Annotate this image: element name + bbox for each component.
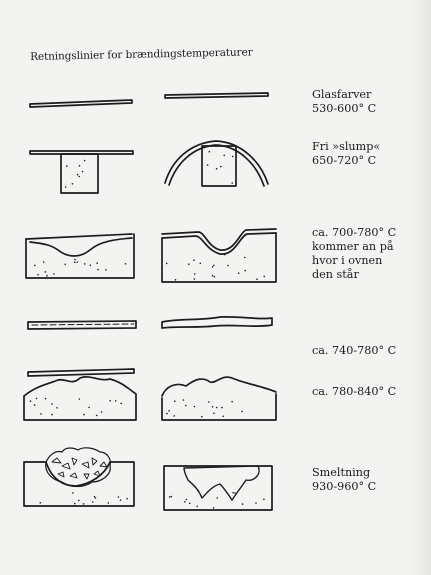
stipple-dot — [84, 263, 86, 265]
stipple-dot — [224, 254, 226, 256]
stipple-dot — [74, 259, 76, 261]
stipple-dot — [51, 414, 53, 416]
stipple-dot — [88, 407, 90, 409]
stipple-dot — [83, 503, 85, 505]
stipple-dot — [56, 407, 58, 409]
stipple-dot — [66, 165, 68, 167]
stipple-dot — [238, 272, 240, 274]
stipple-dot — [96, 262, 98, 264]
stipple-dot — [216, 497, 218, 499]
stipple-dot — [173, 415, 175, 417]
stipple-dot — [64, 264, 66, 266]
stipple-dot — [209, 151, 211, 153]
stipple-dot — [53, 273, 55, 275]
stipple-dot — [166, 413, 168, 415]
stipple-dot — [72, 492, 74, 494]
stipple-dot — [242, 503, 244, 505]
stipple-dot — [223, 155, 225, 157]
melted-fragments — [52, 458, 107, 479]
stipple-dot — [263, 499, 265, 501]
stipple-dot — [115, 400, 117, 402]
stipple-dot — [214, 276, 216, 278]
stipple-dot — [207, 164, 209, 166]
stipple-dot — [65, 186, 67, 188]
stipple-dot — [188, 263, 190, 265]
stipple-dot — [175, 279, 177, 281]
stage-4-left-fused-strip — [28, 321, 136, 329]
stipple-dot — [234, 492, 236, 494]
stipple-dot — [43, 261, 45, 263]
stipple-dot — [46, 275, 48, 277]
stage-5-left-textured-base — [24, 369, 136, 420]
stipple-dot — [216, 168, 218, 170]
stipple-dot — [120, 403, 122, 405]
stipple-dot — [74, 261, 76, 263]
stage-2-right-slumped-glass — [165, 141, 268, 186]
stipple-dot — [126, 498, 128, 500]
stipple-dot — [227, 265, 229, 267]
stage-label-melting: Smeltning 930-960° C — [312, 466, 377, 493]
stipple-dot — [96, 415, 98, 417]
stipple-dot — [255, 502, 257, 504]
stage-1-right-glass-strip — [165, 93, 268, 98]
stipple-dot — [244, 257, 246, 259]
stage-3-left-sagging-glass — [26, 234, 134, 278]
stipple-dot — [92, 501, 94, 503]
stipple-dot — [232, 492, 234, 494]
stipple-dot — [186, 499, 188, 501]
stipple-dot — [40, 502, 42, 504]
stipple-dot — [79, 165, 81, 167]
stipple-dot — [193, 259, 195, 261]
stipple-dot — [37, 274, 39, 276]
stipple-dot — [212, 266, 214, 268]
stipple-dot — [51, 403, 53, 405]
stipple-dot — [74, 503, 76, 505]
stipple-dot — [45, 398, 47, 400]
stipple-dot — [83, 414, 85, 416]
stipple-dot — [213, 413, 215, 415]
stipple-dot — [34, 404, 36, 406]
stipple-dot — [213, 507, 215, 509]
stage-label-tack-fusing: ca. 780-840° C — [312, 385, 397, 398]
stipple-dot — [241, 411, 243, 413]
stipple-dot — [200, 263, 202, 265]
stipple-dot — [232, 156, 234, 158]
stage-1-left-glass-strip — [30, 100, 132, 107]
stipple-dot — [197, 490, 199, 492]
stipple-dot — [76, 261, 78, 263]
stage-label-fusing: ca. 740-780° C — [312, 344, 397, 357]
stage-2-left-glass-on-block — [30, 151, 133, 193]
stipple-dot — [174, 400, 176, 402]
stipple-dot — [256, 278, 258, 280]
stage-4-right-fused-strip — [162, 317, 272, 328]
stipple-dot — [189, 503, 191, 505]
stipple-dot — [118, 496, 120, 498]
stipple-dot — [222, 416, 224, 418]
stage-label-free-slump: Fri »slump« 650-720° C — [312, 140, 381, 167]
stipple-dot — [166, 263, 168, 265]
stipple-dot — [109, 400, 111, 402]
stipple-dot — [194, 278, 196, 280]
diagram-title: Retningslinier for brændingstemperaturer — [30, 46, 253, 63]
stipple-dot — [40, 413, 42, 415]
stipple-dot — [220, 166, 222, 168]
stipple-dot — [120, 499, 122, 501]
stipple-dot — [108, 502, 110, 504]
stipple-dot — [185, 405, 187, 407]
stipple-dot — [213, 265, 215, 267]
stipple-dot — [84, 160, 86, 162]
stipple-dot — [216, 407, 218, 409]
stipple-dot — [125, 263, 127, 265]
stipple-dot — [169, 496, 171, 498]
stage-label-glass-paint: Glasfarver 530-600° C — [312, 88, 377, 115]
stipple-dot — [244, 270, 246, 272]
stipple-dot — [72, 183, 74, 185]
stipple-dot — [78, 176, 80, 178]
stipple-dot — [105, 269, 107, 271]
stipple-dot — [231, 182, 233, 184]
stipple-dot — [212, 275, 214, 277]
stipple-dot — [101, 411, 103, 413]
stipple-dot — [221, 407, 223, 409]
stipple-dot — [171, 496, 173, 498]
stipple-dot — [95, 497, 97, 499]
stipple-dot — [194, 406, 196, 408]
stipple-dot — [196, 506, 198, 508]
stage-5-right-textured-base — [162, 377, 276, 420]
stipple-dot — [82, 171, 84, 173]
stipple-dot — [30, 400, 32, 402]
stipple-dot — [78, 500, 80, 502]
stipple-dot — [45, 271, 47, 273]
stipple-dot — [184, 501, 186, 503]
stipple-dot — [94, 496, 96, 498]
stipple-dot — [90, 264, 92, 266]
stipple-dot — [79, 398, 81, 400]
stipple-dot — [263, 276, 265, 278]
stipple-dot — [97, 269, 99, 271]
stage-6-left-melted-glass — [24, 448, 134, 506]
mold-stipple — [30, 151, 265, 509]
stipple-dot — [201, 416, 203, 418]
stipple-dot — [231, 401, 233, 403]
stipple-dot — [168, 410, 170, 412]
stipple-dot — [77, 174, 79, 176]
stage-label-sagging: ca. 700-780° C kommer an på hvor i ovnen den står — [312, 226, 397, 281]
stipple-dot — [194, 273, 196, 275]
stipple-dot — [183, 399, 185, 401]
stipple-dot — [212, 406, 214, 408]
stipple-dot — [36, 398, 38, 400]
stipple-dot — [208, 401, 210, 403]
stipple-dot — [34, 265, 36, 267]
stage-3-right-sagging-glass — [162, 229, 276, 282]
